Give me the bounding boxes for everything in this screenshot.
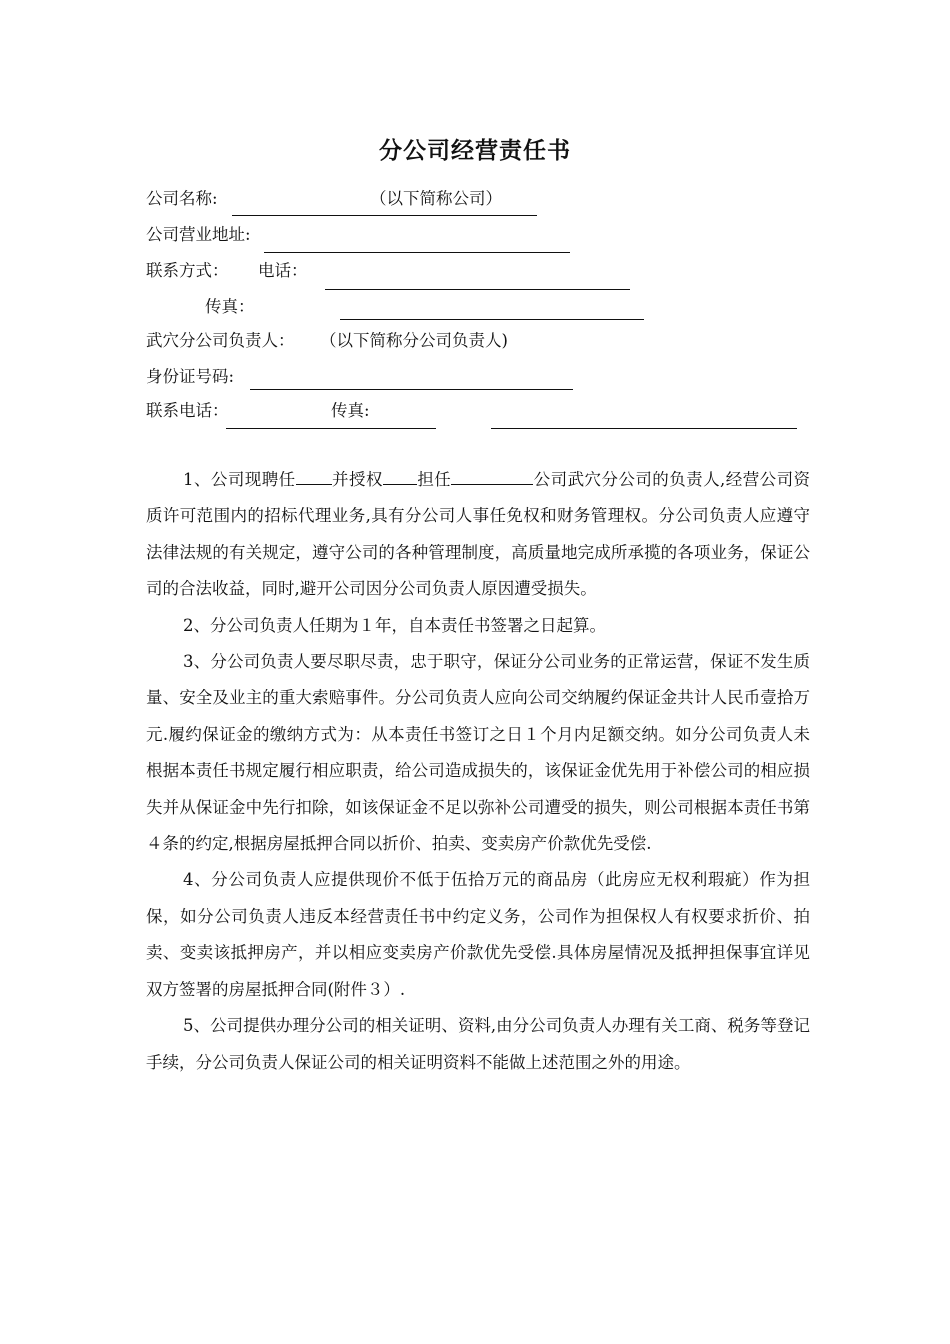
fax-blank[interactable] (340, 319, 644, 320)
contact-fax-blank[interactable] (491, 428, 797, 429)
company-name-label: 公司名称: (146, 189, 218, 208)
phone-label: 电话： (258, 261, 308, 280)
address-label: 公司营业地址: (146, 225, 251, 244)
branch-head-label: 武穴分公司负责人： (146, 331, 295, 350)
clause-5: 5、公司提供办理分公司的相关证明、资料,由分公司负责人办理有关工商、税务等登记手续，分公司负责人保证公司的相关证明资料不能做上述范围之外的用途。 (146, 1016, 810, 1072)
fax-label: 传真： (205, 297, 255, 316)
position-blank[interactable] (451, 466, 533, 485)
company-name-note: （以下简称公司） (370, 189, 502, 208)
clause-1-part-3: 担任 (416, 470, 452, 489)
contact-phone-label: 联系电话： (146, 401, 229, 420)
clause-1 (146, 462, 810, 608)
clause-4: 4、分公司负责人应提供现价不低于伍拾万元的商品房（此房应无权利瑕疵）作为担保，如分公司负责人违反本经营责任书中约定义务，公司作为担保权人有权要求折价、拍卖、变卖该抵押房产，并以相应变卖房产价款优先受偿.具体房屋情况及抵押担保事宜详见双方签署的房屋抵押合同(附件３）. (146, 870, 810, 999)
clause-3: 3、分公司负责人要尽职尽责，忠于职守，保证分公司业务的正常运营，保证不发生质量、安全及业主的重大索赔事件。分公司负责人应向公司交纳履约保证金共计人民币壹拾万元.履约保证金的缴纳方式为：从本责任书签订之日１个月内足额交纳。如分公司负责人未根据本责任书规定履行相应职责，给公司造成损失的，该保证金优先用于补偿公司的相应损失并从保证金中先行扣除，如该保证金不足以弥补公司遭受的损失，则公司根据本责任书第４条的约定,根据房屋抵押合同以折价、拍卖、变卖房产价款优先受偿. (146, 652, 810, 854)
company-name-blank[interactable] (232, 215, 537, 216)
authorized-blank[interactable] (383, 466, 417, 485)
clauses-body (146, 462, 810, 1081)
id-number-blank[interactable] (250, 389, 573, 390)
document-title: 分公司经营责任书 (379, 137, 571, 164)
clause-2: 2、分公司负责人任期为１年，自本责任书签署之日起算。 (183, 615, 606, 635)
id-number-label: 身份证号码: (146, 367, 235, 386)
branch-head-note: （以下简称分公司负责人) (320, 331, 508, 350)
contact-phone-blank[interactable] (226, 428, 436, 429)
address-blank[interactable] (264, 252, 570, 253)
contact-fax-label: 传真: (331, 401, 370, 420)
phone-blank[interactable] (325, 289, 630, 290)
clause-1-part-4: 公司武穴分公司的负责人,经营公司资质许可范围内的招标代理业务,具有分公司人事任免权和财务管理权。分公司负责人应遵守法律法规的有关规定，遵守公司的各种管理制度，高质量地完成所承揽的各项业务，保证公司的合法收益，同时,避开公司因分公司负责人原因遭受损失。 (146, 470, 811, 599)
clause-1-part-2: 并授权 (331, 470, 383, 489)
contact-label: 联系方式： (146, 261, 229, 280)
appointee-blank[interactable] (296, 466, 332, 485)
clause-1-part-1: 1、公司现聘任 (183, 470, 296, 489)
